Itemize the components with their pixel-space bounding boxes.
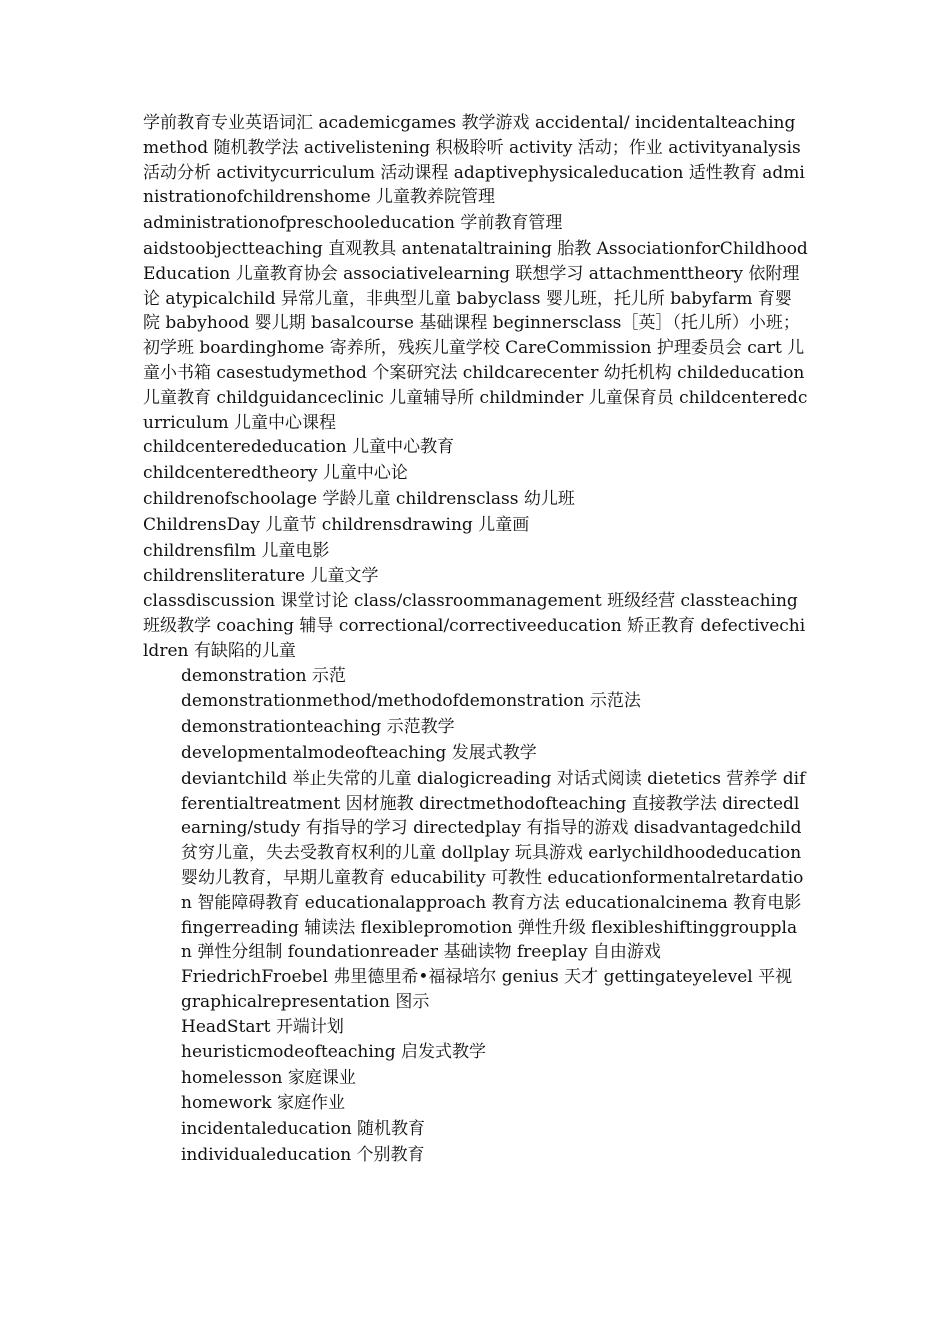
paragraph-indented: demonstrationmethod/methodofdemonstration 示范法 <box>181 691 641 712</box>
paragraph: childrensfilm 儿童电影 <box>143 540 330 561</box>
paragraph: administrationofpreschooleducation 学前教育管理 <box>143 213 563 234</box>
paragraph-indented: demonstrationteaching 示范教学 <box>181 717 455 738</box>
paragraph-indented: homelesson 家庭课业 <box>181 1068 356 1089</box>
paragraph-indented: demonstration 示范 <box>181 665 346 686</box>
paragraph: ChildrensDay 儿童节 childrensdrawing 儿童画 <box>143 514 530 535</box>
paragraph-indented: developmentalmodeofteaching 发展式教学 <box>181 742 537 763</box>
paragraph-indented: deviantchild 举止失常的儿童 dialogicreading 对话式阅读 dietetics 营养学 differentialtreatment 因材施教 directmethodofteaching 直接教学法 directedlearning/study 有指导的学习 directedplay 有指导的游戏 disadvantagedchild 贫穷儿童，失去受教育权利的儿童 dollplay 玩具游戏 earlychildhoodeducation 婴幼儿教育，早期儿童教育 educability 可教性 educationformentalretardation 智能障碍教育 educationalapproach 教育方法 educationalcinema 教育电影 fingerreading 辅读法 flexiblepromotion 弹性升级 flexibleshiftinggroupplan 弹性分组制 foundationreader 基础读物 freeplay 自由游戏 <box>181 768 806 963</box>
paragraph-indented: FriedrichFroebel 弗里德里希•福禄培尔 genius 天才 gettingateyelevel 平视 graphicalrepresentation 图示 <box>181 967 793 1012</box>
paragraph-indented: heuristicmodeofteaching 启发式教学 <box>181 1042 487 1063</box>
paragraph-intro: 学前教育专业英语词汇 academicgames 教学游戏 accidental/ incidentalteachingmethod 随机教学法 activelistening 积极聆听 activity 活动；作业 activityanalysis 活动分析 activitycurriculum 活动课程 adaptivephysicaleducation 适性教育 administrationofchildrenshome 儿童教养院管理 <box>143 113 805 208</box>
paragraph: aidstoobjectteaching 直观教具 antenataltraining 胎教 AssociationforChildhoodEducation 儿童教育协会 associativelearning 联想学习 attachmenttheory 依附理论 atypicalchild 异常儿童，非典型儿童 babyclass 婴儿班，托儿所 babyfarm 育婴院 babyhood 婴儿期 basalcourse 基础课程 beginnersclass［英］（托儿所）小班；初学班 boardinghome 寄养所，残疾儿童学校 CareCommission 护理委员会 cart 儿童小书箱 casestudymethod 个案研究法 childcarecenter 幼托机构 childeducation 儿童教育 childguidanceclinic 儿童辅导所 childminder 儿童保育员 childcenteredcurriculum 儿童中心课程 <box>143 238 808 433</box>
document-body <box>143 111 808 1167</box>
paragraph: classdiscussion 课堂讨论 class/classroommanagement 班级经营 classteaching 班级教学 coaching 辅导 correctional/correctiveeducation 矫正教育 defectivechildren 有缺陷的儿童 <box>143 591 806 661</box>
paragraph-indented: incidentaleducation 随机教育 <box>181 1118 426 1139</box>
paragraph: childrenofschoolage 学龄儿童 childrensclass 幼儿班 <box>143 488 575 509</box>
paragraph: childrensliterature 儿童文学 <box>143 566 379 587</box>
paragraph: childcenteredtheory 儿童中心论 <box>143 463 408 484</box>
paragraph: childcenterededucation 儿童中心教育 <box>143 437 455 458</box>
paragraph-indented: homework 家庭作业 <box>181 1093 345 1114</box>
paragraph-indented: individualeducation 个别教育 <box>181 1144 425 1165</box>
paragraph-indented: HeadStart 开端计划 <box>181 1016 344 1037</box>
